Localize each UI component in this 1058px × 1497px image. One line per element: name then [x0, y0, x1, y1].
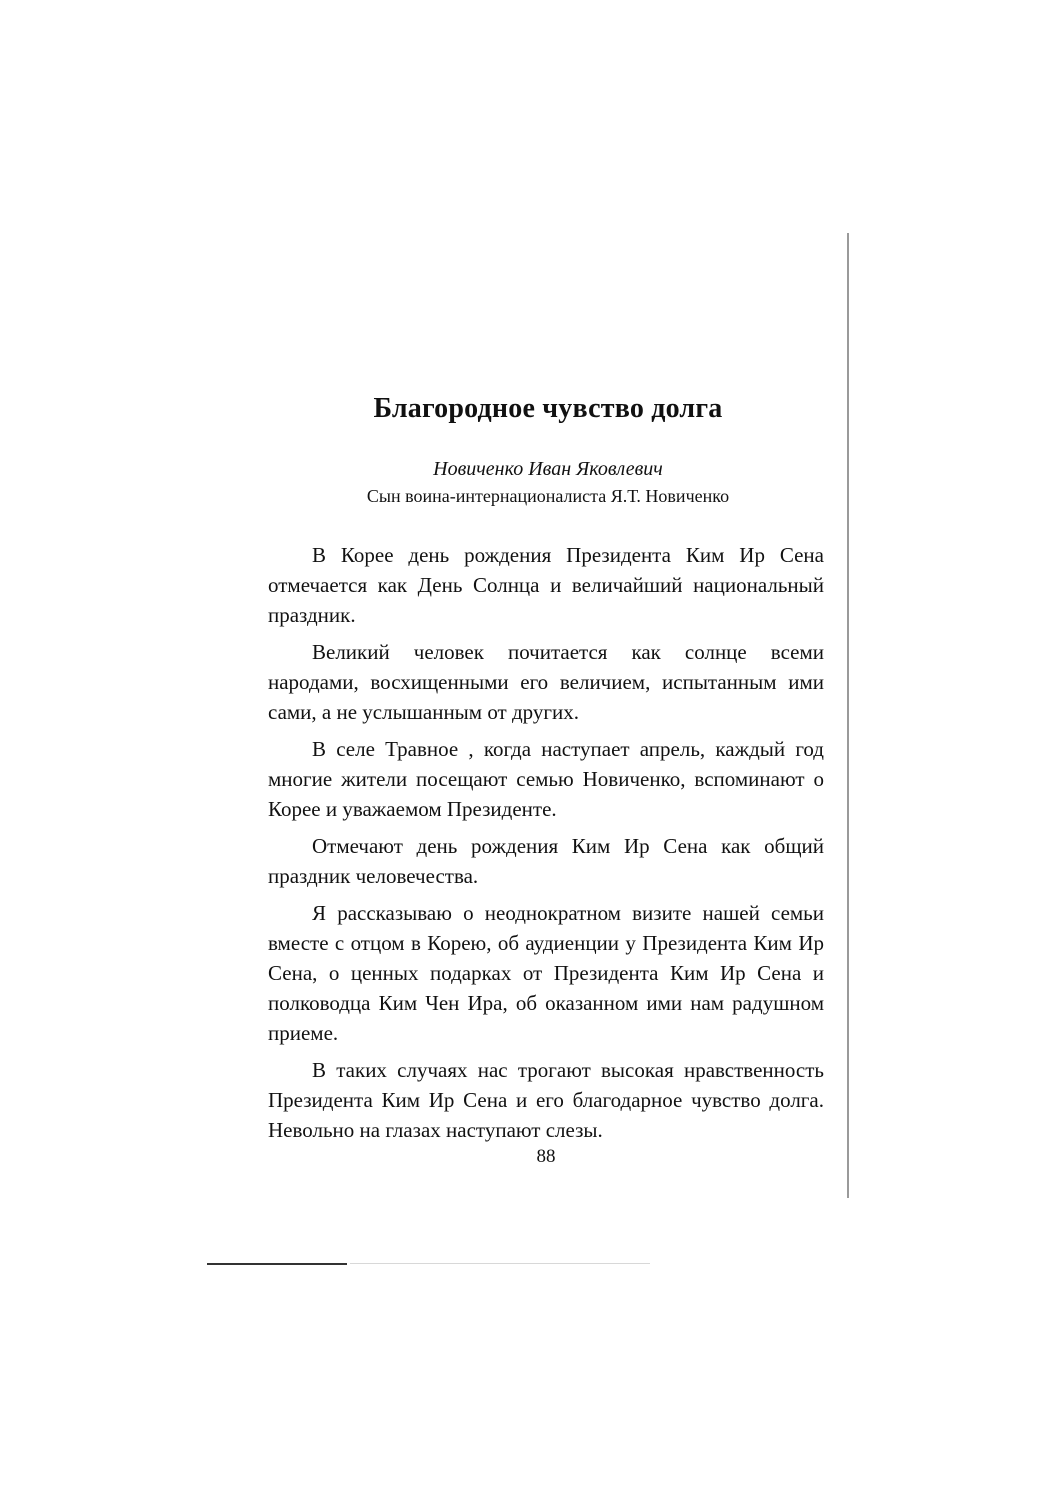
page-binding-edge [847, 233, 849, 1198]
page-number: 88 [536, 1146, 556, 1167]
paragraph: В таких случаях нас трогают высокая нравственность Президента Ким Ир Сена и его благодарное чувство долга. Невольно на глазах наступают слезы. [268, 1058, 824, 1142]
paragraph: Отмечают день рождения Ким Ир Сена как общий праздник человечества. [268, 834, 824, 888]
article-title: Благородное чувство долга [373, 393, 723, 424]
paragraph: Я рассказываю о неоднократном визите нашей семьи вместе с отцом в Корею, об аудиенции у Президента Ким Ир Сена, о ценных подарках от Президента Ким Ир Сена и полководца Ким Чен Ира, об оказанном ими нам радушном приеме. [268, 901, 824, 1045]
scan-artifact-line-faint [350, 1263, 650, 1264]
author-role: Сын воина-интернационалиста Я.Т. Новиченко [366, 486, 730, 506]
paragraph: Великий человек почитается как солнце всеми народами, восхищенными его величием, испытанным ими сами, а не услышанным от других. [268, 640, 824, 724]
paragraph: В селе Травное , когда наступает апрель, каждый год многие жители посещают семью Новиченко, вспоминают о Корее и уважаемом Президенте. [268, 737, 824, 821]
author-name: Новиченко Иван Яковлевич [433, 458, 663, 480]
paragraph: В Корее день рождения Президента Ким Ир Сена отмечается как День Солнца и величайший национальный праздник. [268, 543, 824, 627]
scan-artifact-line [207, 1263, 347, 1265]
article-body [268, 540, 824, 1152]
